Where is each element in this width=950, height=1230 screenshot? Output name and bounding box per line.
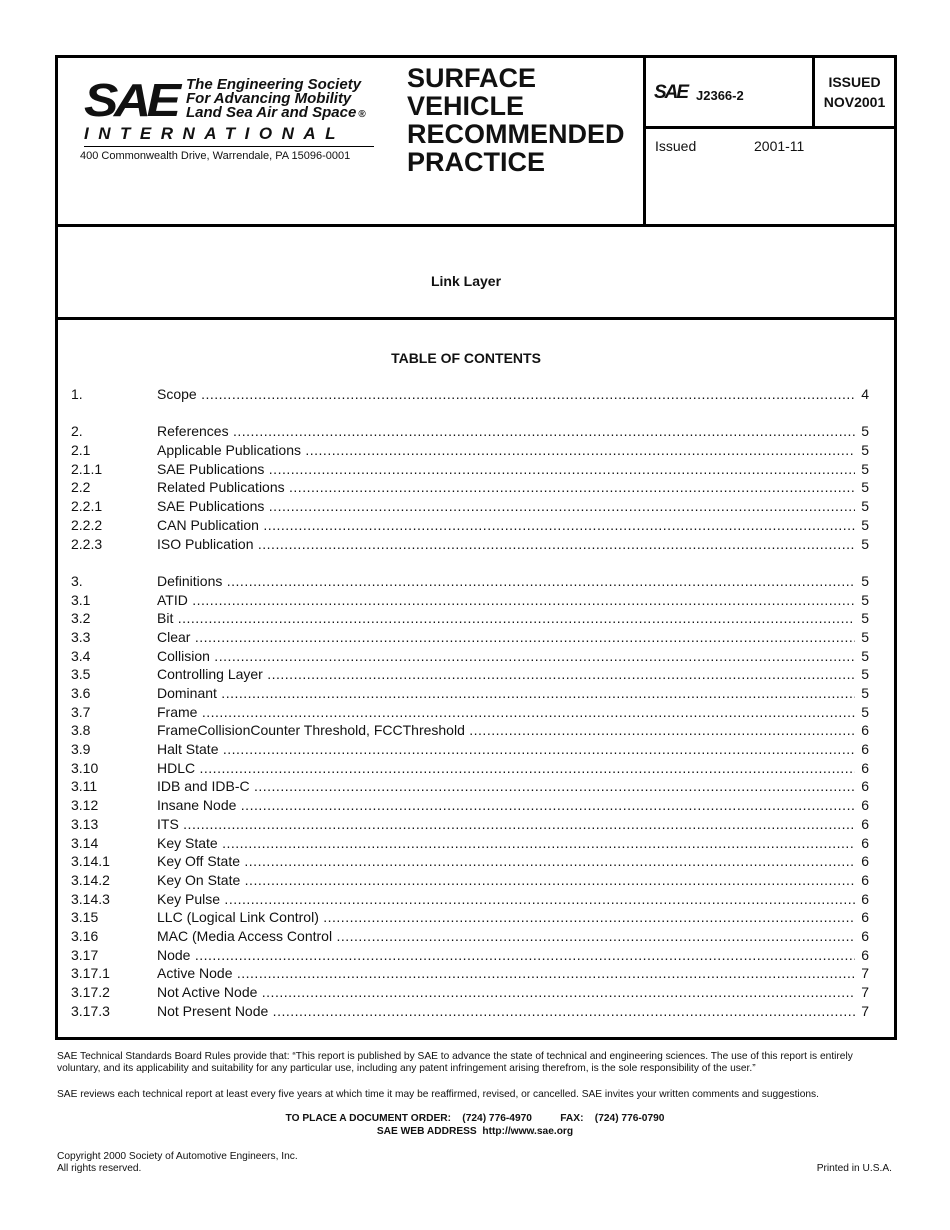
toc-entry bbox=[71, 964, 869, 983]
toc-entry bbox=[71, 759, 869, 778]
toc-entry-number: 2.2.3 bbox=[71, 535, 103, 552]
toc-entry bbox=[71, 684, 869, 703]
toc-entry bbox=[71, 647, 869, 666]
toc-entry bbox=[71, 834, 869, 853]
issued-label: Issued bbox=[655, 138, 697, 154]
logo-rule bbox=[84, 146, 374, 147]
sae-logo bbox=[84, 76, 384, 186]
toc-entry-title: Active Node ..... bbox=[157, 964, 855, 983]
toc-entry-title: SAE Publications ..... bbox=[157, 497, 855, 516]
toc-entry bbox=[71, 983, 869, 1002]
toc-entry bbox=[71, 946, 869, 965]
toc-entry-number: 3.4 bbox=[71, 647, 91, 664]
toc-entry-title: Key Pulse ..... bbox=[157, 890, 855, 909]
toc-entry-title: Collision ..... bbox=[157, 647, 855, 666]
toc-entry bbox=[71, 815, 869, 834]
toc-entry bbox=[71, 908, 869, 927]
toc-entry bbox=[71, 516, 869, 535]
toc-entry-number: 3.2 bbox=[71, 610, 91, 627]
toc-entry-title: Controlling Layer ..... bbox=[157, 665, 855, 684]
toc-entry-page: 6 bbox=[855, 759, 869, 778]
printed-in: Printed in U.S.A. bbox=[816, 1163, 892, 1174]
toc-entry-page: 6 bbox=[855, 721, 869, 740]
toc-entry bbox=[71, 572, 869, 591]
toc-entry-page: 5 bbox=[855, 628, 869, 647]
web-address: SAE WEB ADDRESS http://www.sae.org bbox=[376, 1126, 574, 1137]
toc-entry-page: 6 bbox=[855, 871, 869, 890]
toc-entry-number: 3.14.3 bbox=[71, 890, 110, 907]
toc-entry-page: 5 bbox=[855, 478, 869, 497]
toc-entry-title: IDB and IDB-C ..... bbox=[157, 777, 855, 796]
toc-entry-number: 3.14.1 bbox=[71, 853, 110, 870]
toc-entry-number: 3.17.1 bbox=[71, 965, 110, 982]
toc-entry bbox=[71, 852, 869, 871]
document-number: J2366-2 bbox=[696, 88, 744, 103]
toc-entry-number: 1. bbox=[71, 386, 83, 402]
toc-entry-number: 3.8 bbox=[71, 722, 91, 739]
toc-entry-title: Key On State ..... bbox=[157, 871, 855, 890]
toc-entry-page: 5 bbox=[855, 591, 869, 610]
toc-entry-number: 2.2.2 bbox=[71, 516, 103, 533]
toc-entry-page: 5 bbox=[855, 516, 869, 535]
sae-mini-logo: SAE bbox=[654, 82, 688, 103]
toc-entry-number: 3.5 bbox=[71, 666, 91, 683]
toc-entry bbox=[71, 927, 869, 946]
toc-entry-page: 5 bbox=[855, 647, 869, 666]
toc-entry-title: ITS ..... bbox=[157, 815, 855, 834]
toc-entry-title: FrameCollisionCounter Threshold, FCCThreshold ..... bbox=[157, 721, 855, 740]
toc-entry bbox=[71, 441, 869, 460]
toc-entry-title: HDLC ..... bbox=[157, 759, 855, 778]
toc-entry bbox=[71, 628, 869, 647]
toc-entry-page: 6 bbox=[855, 946, 869, 965]
toc-entry-title: Definitions ..... bbox=[157, 572, 855, 591]
issued-date: 2001-11 bbox=[754, 138, 805, 154]
toc-entry-title: LLC (Logical Link Control) ..... bbox=[157, 908, 855, 927]
toc-entry-page: 5 bbox=[855, 609, 869, 628]
toc-entry bbox=[71, 721, 869, 740]
toc-entry-number: 3.13 bbox=[71, 815, 99, 832]
toc-entry-title: SAE Publications ..... bbox=[157, 460, 855, 479]
toc-entry-page: 6 bbox=[855, 834, 869, 853]
order-line: TO PLACE A DOCUMENT ORDER: (724) 776-4970 FAX: (724) 776-0790 bbox=[285, 1113, 665, 1124]
toc-entry-number: 3.14.2 bbox=[71, 871, 110, 888]
toc-entry-number: 2.2 bbox=[71, 479, 91, 496]
toc-entry bbox=[71, 871, 869, 890]
toc-entry-number: 2. bbox=[71, 423, 83, 440]
toc-entry-title: ATID ..... bbox=[157, 591, 855, 610]
toc-entry-number: 3.6 bbox=[71, 685, 91, 701]
sae-logo-international: INTERNATIONAL bbox=[84, 124, 346, 143]
toc-entry-title: Key State ..... bbox=[157, 834, 855, 853]
document-type: SURFACE VEHICLE RECOMMENDED PRACTICE bbox=[407, 63, 625, 177]
header-divider bbox=[58, 224, 894, 227]
toc-entry-number: 3. bbox=[71, 572, 83, 589]
toc-heading: TABLE OF CONTENTS bbox=[391, 350, 541, 366]
toc-entry bbox=[71, 460, 869, 479]
toc-entry bbox=[71, 740, 869, 759]
toc-entry-title: Key Off State ..... bbox=[157, 852, 855, 871]
toc-entry-number: 3.12 bbox=[71, 797, 99, 814]
toc-entry-page: 5 bbox=[855, 703, 869, 722]
toc-entry-number: 3.7 bbox=[71, 703, 91, 720]
toc-entry-title: Clear ..... bbox=[157, 628, 855, 647]
toc-entry-title: Scope ..... bbox=[157, 385, 855, 404]
toc-entry-title: MAC (Media Access Control ..... bbox=[157, 927, 855, 946]
toc-entry bbox=[71, 890, 869, 909]
toc-entry bbox=[71, 777, 869, 796]
toc-entry-page: 7 bbox=[855, 983, 869, 1002]
document-frame bbox=[55, 55, 897, 1040]
toc-entry-number: 3.10 bbox=[71, 759, 99, 776]
header-divider-vertical bbox=[643, 58, 646, 224]
toc-entry bbox=[71, 385, 869, 404]
toc-entry-page: 6 bbox=[855, 852, 869, 871]
toc-entry bbox=[71, 609, 869, 628]
toc-entry-number: 3.17.3 bbox=[71, 1002, 110, 1019]
toc-entry-page: 6 bbox=[855, 927, 869, 946]
toc-entry-title: Frame ..... bbox=[157, 703, 855, 722]
toc-entry-number: 3.11 bbox=[71, 778, 98, 795]
header-divider-middle bbox=[646, 126, 894, 129]
toc-entry-number: 3.3 bbox=[71, 628, 91, 645]
toc-entry-page: 6 bbox=[855, 815, 869, 834]
toc-entry-title: Dominant ..... bbox=[157, 684, 855, 703]
status-badge: ISSUED NOV2001 bbox=[823, 74, 886, 110]
toc-entry-page: 6 bbox=[855, 908, 869, 927]
toc-entry-page: 4 bbox=[855, 385, 869, 404]
toc-entry-title: ISO Publication ..... bbox=[157, 535, 855, 554]
toc-entry-number: 3.15 bbox=[71, 909, 99, 926]
toc-entry-number: 2.1 bbox=[71, 442, 91, 459]
toc-entry-title: References ..... bbox=[157, 422, 855, 441]
sae-logo-mark: SAE bbox=[84, 74, 177, 126]
toc-entry-page: 7 bbox=[855, 964, 869, 983]
toc-entry-page: 6 bbox=[855, 890, 869, 909]
toc-entry-number: 3.16 bbox=[71, 927, 99, 944]
toc-entry bbox=[71, 497, 869, 516]
toc-entry-title: Not Active Node ..... bbox=[157, 983, 855, 1002]
toc-entry bbox=[71, 422, 869, 441]
toc-entry bbox=[71, 1002, 869, 1021]
toc-entry-page: 5 bbox=[855, 422, 869, 441]
toc-entry-title: CAN Publication ..... bbox=[157, 516, 855, 535]
review-text: SAE reviews each technical report at least every five years at which time it may be reaffirmed, revised, or cancelled. SAE invites your written comments and suggestions. bbox=[57, 1089, 819, 1100]
toc-entry-title: Bit ..... bbox=[157, 609, 855, 628]
toc-entry-page: 5 bbox=[855, 497, 869, 516]
toc-entry bbox=[71, 796, 869, 815]
toc-entry-title: Halt State ..... bbox=[157, 740, 855, 759]
toc-entry-number: 3.1 bbox=[71, 591, 91, 608]
copyright: Copyright 2000 Society of Automotive Engineers, Inc. All rights reserved. bbox=[57, 1151, 298, 1174]
toc-entry-page: 5 bbox=[855, 572, 869, 591]
toc-entry-title: Related Publications ..... bbox=[157, 478, 855, 497]
toc-entry-number: 3.17.2 bbox=[71, 984, 110, 1000]
toc-entry-title: Node ..... bbox=[157, 946, 855, 965]
toc-entry-page: 6 bbox=[855, 777, 869, 796]
address: 400 Commonwealth Drive, Warrendale, PA 15096-0001 bbox=[80, 150, 351, 162]
toc-entry-title: Insane Node ..... bbox=[157, 796, 855, 815]
toc-entry bbox=[71, 703, 869, 722]
document-title: Link Layer bbox=[430, 273, 502, 289]
toc-entry-page: 5 bbox=[855, 460, 869, 479]
toc-entry bbox=[71, 665, 869, 684]
toc-entry-page: 5 bbox=[855, 665, 869, 684]
toc-entry bbox=[71, 591, 869, 610]
toc-entry-page: 5 bbox=[855, 441, 869, 460]
toc-entry-number: 2.2.1 bbox=[71, 498, 103, 515]
toc-entry-page: 5 bbox=[855, 684, 869, 703]
toc-entry-page: 7 bbox=[855, 1002, 869, 1021]
toc-entry-title: Not Present Node ..... bbox=[157, 1002, 855, 1021]
toc-entry-number: 2.1.1 bbox=[71, 460, 103, 477]
toc-entry-number: 3.9 bbox=[71, 741, 91, 758]
toc-entry-page: 5 bbox=[855, 535, 869, 554]
toc-entry bbox=[71, 478, 869, 497]
toc-entry-title: Applicable Publications ..... bbox=[157, 441, 855, 460]
toc-entry-number: 3.14 bbox=[71, 834, 99, 851]
rules-text: SAE Technical Standards Board Rules provide that: “This report is published by SAE to advance the state of technical and engineering sciences. The use of this report is entirely voluntary, and its applicability and suitability for any particular use, including any patent infringement arising therefrom, is the sole responsibility of the user.” bbox=[57, 1051, 853, 1074]
title-divider bbox=[58, 317, 894, 320]
toc-entry-page: 6 bbox=[855, 740, 869, 759]
table-of-contents bbox=[71, 385, 869, 1020]
toc-entry-number: 3.17 bbox=[71, 946, 99, 963]
sae-logo-tagline: The Engineering Society For Advancing Mobility Land Sea Air and Space ® bbox=[186, 76, 366, 121]
toc-entry-page: 6 bbox=[855, 796, 869, 815]
order-info bbox=[0, 1112, 950, 1138]
toc-entry bbox=[71, 535, 869, 554]
